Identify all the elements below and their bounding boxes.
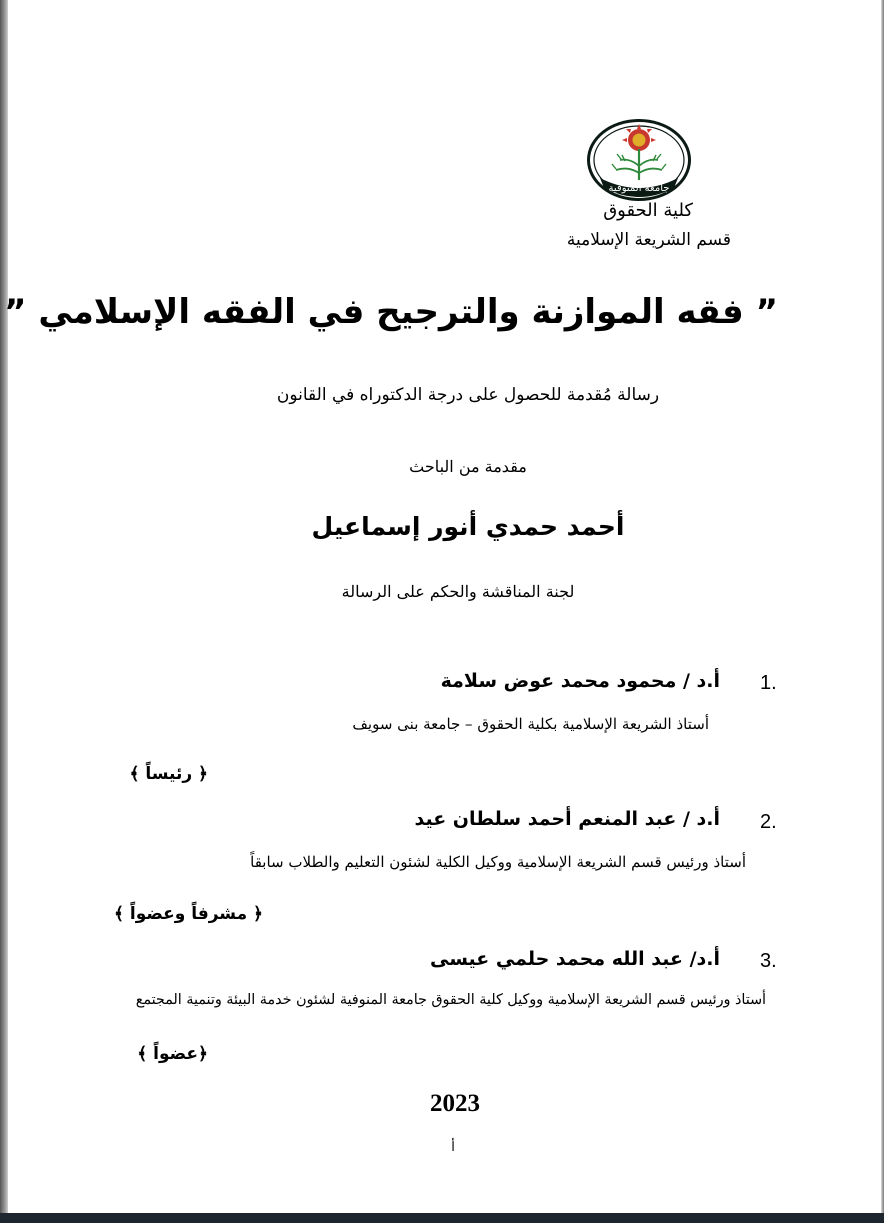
faculty-name: كلية الحقوق (603, 200, 693, 221)
committee-label: لجنة المناقشة والحكم على الرسالة (341, 582, 575, 601)
member-2-name: أ.د / عبد المنعم أحمد سلطان عيد (414, 808, 720, 830)
member-2-description: أستاذ ورئيس قسم الشريعة الإسلامية ووكيل الكلية لشئون التعليم والطلاب سابقاً (250, 853, 746, 871)
thesis-title: ” فقه الموازنة والترجيح في الفقه الإسلامي ” (4, 292, 778, 332)
member-3-description: أستاذ ورئيس قسم الشريعة الإسلامية ووكيل كلية الحقوق جامعة المنوفية لشئون خدمة البيئة وتنمية المجتمع (135, 992, 766, 1008)
year: 2023 (430, 1090, 480, 1117)
window-left-edge (0, 0, 8, 1223)
member-2-role: ﴿ مشرفاً وعضواً ﴾ (113, 904, 263, 924)
window-bottom-bar (0, 1213, 884, 1223)
page-number: أ (451, 1140, 455, 1155)
researcher-name: أحمد حمدي أنور إسماعيل (311, 512, 625, 541)
emblem-text: جامعة المنوفية (608, 183, 670, 194)
member-3-number: 3. (760, 950, 777, 972)
department-name: قسم الشريعة الإسلامية (566, 230, 731, 250)
university-emblem (586, 118, 692, 202)
member-1-number: 1. (760, 672, 777, 694)
thesis-subtitle: رسالة مُقدمة للحصول على درجة الدكتوراه في القانون (276, 385, 660, 405)
member-1-role: ﴿ رئيساً ﴾ (129, 764, 208, 784)
submitted-by-label: مقدمة من الباحث (409, 457, 527, 476)
member-3-name: أ.د/ عبد الله محمد حلمي عيسى (429, 948, 720, 970)
member-1-name: أ.د / محمود محمد عوض سلامة (440, 670, 720, 692)
document-page (4, 0, 881, 1213)
member-2-number: 2. (760, 811, 777, 833)
member-3-role: ﴿عضواً ﴾ (137, 1044, 208, 1064)
member-1-description: أستاذ الشريعة الإسلامية بكلية الحقوق – جامعة بنى سويف (352, 715, 709, 733)
